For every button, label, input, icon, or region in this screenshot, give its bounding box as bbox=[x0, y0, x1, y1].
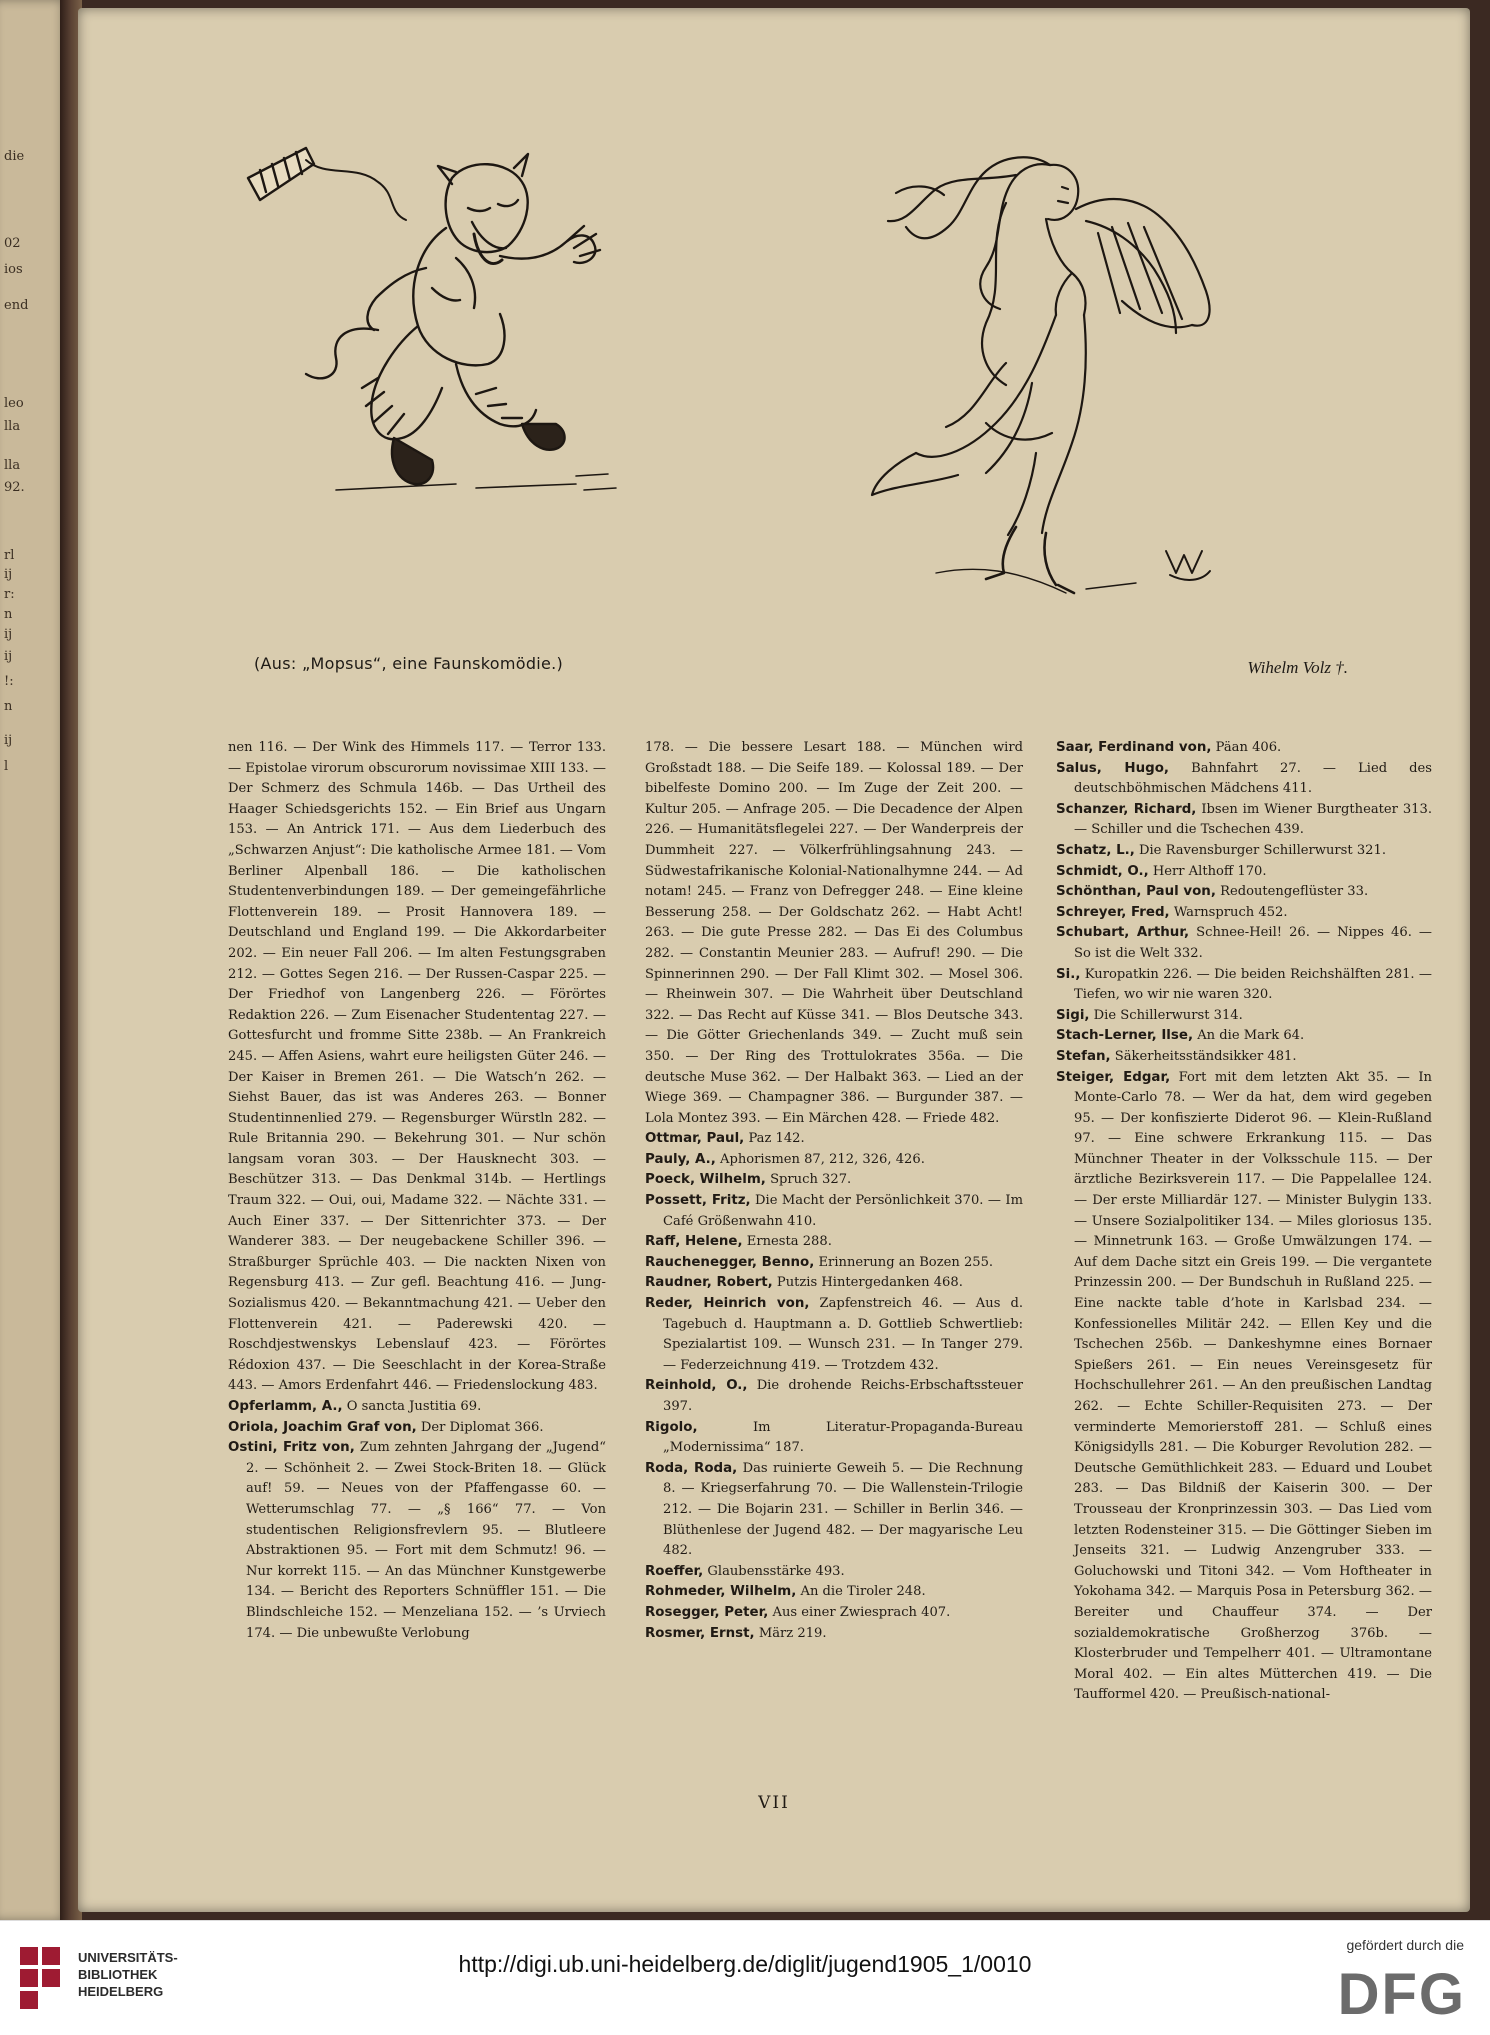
previous-page-fragment: r: bbox=[4, 587, 15, 602]
author-name: Stach-Lerner, Ilse, bbox=[1056, 1028, 1194, 1044]
author-name: Roeffer, bbox=[645, 1563, 704, 1579]
author-name: Rauchenegger, Benno, bbox=[645, 1254, 815, 1270]
author-name: Steiger, Edgar, bbox=[1056, 1069, 1171, 1085]
page-url-link[interactable]: http://digi.ub.uni-heidelberg.de/diglit/jugend1905_1/0010 bbox=[458, 1951, 1032, 1977]
previous-page-fragment: ij bbox=[4, 649, 13, 664]
previous-page-fragment: lla bbox=[4, 419, 21, 434]
entry-titles: Paz 142. bbox=[748, 1131, 805, 1147]
faun-illustration bbox=[156, 138, 626, 538]
index-entry-continuation bbox=[228, 738, 606, 1397]
index-entry bbox=[1056, 759, 1432, 800]
entry-titles: Ernesta 288. bbox=[746, 1234, 832, 1250]
previous-page-edge bbox=[0, 0, 68, 1920]
author-name: Rosegger, Peter, bbox=[645, 1604, 769, 1620]
author-name: Saar, Ferdinand von, bbox=[1056, 740, 1212, 755]
index-entry bbox=[645, 1459, 1023, 1562]
previous-page-fragment: ij bbox=[4, 733, 13, 748]
index-entry bbox=[1056, 1047, 1432, 1068]
entry-titles: 178. — Die bessere Lesart 188. — München wird Großstadt 188. — Die Seife 189. — Kolossal 189. — Der bibelfeste Domino 200. — Im Zuge der Zeit 200. — Kultur 205. — Anfrage 205. — Die Decadence der Alpen 226. — Humanitätsflegelei 227. — Der Wanderpreis der Dummheit 227. — Völkerfrühlingsahnung 243. — Südwestafrikanische Kolonial-Nationalhymne 244. — Ad notam! 245. — Franz von Defregger 248. — Eine kleine Besserung 258. — Der Goldschatz 262. — Habt Acht! 263. — Die gute Presse 282. — Das Ei des Columbus 282. — Constantin Meunier 283. — Aufruf! 290. — Die Spinnerinnen 290. — Der Fall Klimt 302. — Mosel 306. — Rheinwein 307. — Die Wahrheit über Deutschland 322. — Das Recht auf Küsse 341. — Blos Deutsche 343. — Die Götter Griechenlands 349. — Zucht muß sein 350. — Der Ring des Trottulokrates 356a. — Die deutsche Muse 362. — Der Halbakt 363. — Lied an der Wiege 369. — Champagner 386. — Burgunder 387. — Lola Montez 393. — Ein Märchen 428. — Friede 482. bbox=[645, 740, 1023, 1126]
index-entry bbox=[645, 1418, 1023, 1459]
previous-page-fragment: n bbox=[4, 699, 13, 714]
author-name: Opferlamm, A., bbox=[228, 1399, 343, 1414]
index-column-3 bbox=[1056, 738, 1432, 1706]
index-entry bbox=[645, 1273, 1023, 1294]
author-name: Schmidt, O., bbox=[1056, 863, 1149, 879]
previous-page-fragment: !: bbox=[4, 674, 14, 689]
entry-titles: Aphorismen 87, 212, 326, 426. bbox=[720, 1151, 925, 1167]
index-entry bbox=[645, 1562, 1023, 1583]
index-entry bbox=[645, 1376, 1023, 1417]
index-entry bbox=[1056, 965, 1432, 1006]
author-name: Rohmeder, Wilhelm, bbox=[645, 1584, 797, 1600]
entry-titles: Warnspruch 452. bbox=[1173, 904, 1288, 920]
entry-titles: An die Tiroler 248. bbox=[800, 1584, 926, 1600]
author-name: Reder, Heinrich von, bbox=[645, 1296, 810, 1312]
previous-page-fragment: rl bbox=[4, 548, 15, 563]
index-entry bbox=[645, 1582, 1023, 1603]
author-name: Schönthan, Paul von, bbox=[1056, 884, 1216, 900]
index-entry-continuation bbox=[645, 738, 1023, 1129]
entry-titles: Die Macht der Persönlichkeit 370. — Im Café Größenwahn 410. bbox=[663, 1193, 1023, 1229]
index-entry bbox=[645, 1191, 1023, 1232]
entry-titles: Zum zehnten Jahrgang der „Jugend“ 2. — Schönheit 2. — Zwei Stock-Briten 18. — Glück auf! 59. — Neues von der Pfaffengasse 60. — Wetterumschlag 77. — „§ 166“ 77. — Von studentischen Religionsfrevlern 95. — Blutleere Abstraktionen 95. — Fort mit dem Schmutz! 96. — Nur korrekt 115. — An das Münchner Kunstgewerbe 134. — Bericht des Reporters Schnüffler 151. — Die Blindschleiche 152. — Menzeliana 152. — ’s Urviech 174. — Die unbewußte Verlobung bbox=[246, 1440, 606, 1641]
author-name: Possett, Fritz, bbox=[645, 1193, 751, 1209]
index-entry bbox=[228, 1397, 606, 1418]
dancing-woman-illustration bbox=[836, 123, 1236, 623]
viewer-footer bbox=[0, 1920, 1490, 2035]
entry-titles: O sancta Justitia 69. bbox=[346, 1399, 482, 1414]
author-name: Schreyer, Fred, bbox=[1056, 904, 1170, 920]
previous-page-fragment: die bbox=[4, 149, 25, 164]
author-name: Reinhold, O., bbox=[645, 1378, 748, 1394]
author-name: Schubart, Arthur, bbox=[1056, 925, 1190, 941]
entry-titles: Herr Althoff 170. bbox=[1152, 863, 1267, 879]
entry-titles: Die drohende Reichs-Erbschaftssteuer 397. bbox=[663, 1378, 1023, 1414]
funded-by-label: gefördert durch die bbox=[1346, 1937, 1464, 1953]
previous-page-fragment: lla bbox=[4, 458, 21, 473]
entry-titles: Redoutengeflüster 33. bbox=[1220, 884, 1369, 900]
index-entry bbox=[1056, 1026, 1432, 1047]
author-name: Rigolo, bbox=[645, 1419, 698, 1435]
entry-titles: Die Schillerwurst 314. bbox=[1093, 1007, 1243, 1023]
index-entry bbox=[1056, 903, 1432, 924]
entry-titles: Säkerheitsständsikker 481. bbox=[1114, 1048, 1297, 1064]
entry-titles: Zapfenstreich 46. — Aus d. Tagebuch d. Hauptmann a. D. Gottlieb Schwertlieb: Spezialartist 109. — Wunsch 231. — In Tanger 279. — Federzeichnung 419. — Trotzdem 432. bbox=[663, 1296, 1023, 1373]
index-entry bbox=[1056, 923, 1432, 964]
previous-page-fragment: 02 bbox=[4, 236, 21, 251]
author-name: Oriola, Joachim Graf von, bbox=[228, 1419, 417, 1435]
index-entry bbox=[645, 1150, 1023, 1171]
author-name: Rosmer, Ernst, bbox=[645, 1625, 755, 1641]
index-entry bbox=[645, 1294, 1023, 1376]
previous-page-fragment: l bbox=[4, 759, 9, 774]
previous-page-fragment: ios bbox=[4, 262, 23, 277]
author-name: Poeck, Wilhelm, bbox=[645, 1172, 766, 1188]
author-name: Raudner, Robert, bbox=[645, 1275, 773, 1291]
previous-page-fragment: ij bbox=[4, 567, 13, 582]
index-column-2 bbox=[645, 738, 1023, 1644]
entry-titles: Aus einer Zwiesprach 407. bbox=[772, 1604, 951, 1620]
author-name: Schatz, L., bbox=[1056, 842, 1135, 858]
author-name: Sigi, bbox=[1056, 1007, 1090, 1023]
entry-titles: Im Literatur-Propaganda-Bureau „Modernissima“ 187. bbox=[663, 1419, 1023, 1456]
entry-titles: Schnee-Heil! 26. — Nippes 46. — So ist die Welt 332. bbox=[1074, 925, 1432, 961]
left-caption: (Aus: „Mopsus“, eine Faunskomödie.) bbox=[254, 654, 564, 673]
author-name: Stefan, bbox=[1056, 1048, 1111, 1064]
author-name: Salus, Hugo, bbox=[1056, 760, 1170, 776]
author-name: Pauly, A., bbox=[645, 1151, 716, 1167]
index-entry bbox=[645, 1253, 1023, 1274]
index-entry bbox=[1056, 882, 1432, 903]
index-entry bbox=[1056, 1006, 1432, 1027]
index-entry bbox=[228, 1418, 606, 1439]
author-name: Schanzer, Richard, bbox=[1056, 801, 1197, 817]
author-name: Si., bbox=[1056, 966, 1081, 982]
entry-titles: Der Diplomat 366. bbox=[420, 1419, 544, 1435]
entry-titles: März 219. bbox=[758, 1625, 827, 1641]
author-name: Ostini, Fritz von, bbox=[228, 1440, 355, 1456]
entry-titles: An die Mark 64. bbox=[1197, 1028, 1305, 1044]
right-caption: Wihelm Volz †. bbox=[1247, 658, 1348, 677]
previous-page-fragment: n bbox=[4, 607, 13, 622]
index-entry bbox=[1056, 1068, 1432, 1706]
entry-titles: Die Ravensburger Schillerwurst 321. bbox=[1138, 842, 1386, 858]
index-entry bbox=[228, 1438, 606, 1644]
index-entry bbox=[1056, 841, 1432, 862]
entry-titles: Erinnerung an Bozen 255. bbox=[818, 1254, 994, 1270]
previous-page-fragment: end bbox=[4, 298, 29, 313]
index-entry bbox=[645, 1232, 1023, 1253]
entry-titles: Das ruinierte Geweih 5. — Die Rechnung 8. — Kriegserfahrung 70. — Die Wallenstein-Trilogie 212. — Die Bojarin 231. — Schiller in Berlin 346. — Blüthenlese der Jugend 482. — Der magyarische Leu 482. bbox=[663, 1460, 1023, 1559]
author-name: Ottmar, Paul, bbox=[645, 1131, 745, 1147]
previous-page-fragment: ij bbox=[4, 627, 13, 642]
previous-page-fragment: leo bbox=[4, 396, 24, 411]
dfg-logo: DFG bbox=[1337, 1962, 1466, 2027]
entry-titles: Kuropatkin 226. — Die beiden Reichshälften 281. — Tiefen, wo wir nie waren 320. bbox=[1074, 966, 1432, 1003]
university-library-name: UNIVERSITÄTS- BIBLIOTHEK HEIDELBERG bbox=[78, 1950, 178, 1999]
entry-titles: Glaubensstärke 493. bbox=[707, 1563, 845, 1579]
index-entry bbox=[1056, 800, 1432, 841]
index-entry bbox=[1056, 862, 1432, 883]
entry-titles: Spruch 327. bbox=[770, 1172, 852, 1188]
index-entry bbox=[1056, 738, 1432, 759]
page bbox=[78, 8, 1470, 1912]
index-entry bbox=[645, 1624, 1023, 1645]
index-entry bbox=[645, 1170, 1023, 1191]
page-number: VII bbox=[758, 1793, 790, 1813]
previous-page-fragment: 92. bbox=[4, 480, 25, 495]
entry-titles: Bahnfahrt 27. — Lied des deutschböhmischen Mädchens 411. bbox=[1074, 760, 1432, 797]
author-name: Raff, Helene, bbox=[645, 1234, 743, 1250]
index-entry bbox=[645, 1129, 1023, 1150]
index-column-1 bbox=[228, 738, 606, 1644]
entry-titles: Putzis Hintergedanken 468. bbox=[776, 1275, 963, 1291]
entry-titles: Ibsen im Wiener Burgtheater 313. — Schiller und die Tschechen 439. bbox=[1074, 801, 1432, 838]
entry-titles: Fort mit dem letzten Akt 35. — In Monte-Carlo 78. — Wer da hat, dem wird gegeben 95. — Der konfiszierte Diderot 96. — Klein-Rußland 97. — Eine schwere Erkrankung 115. — Das Münchner Theater in der Volksschule 115. — Der ärztliche Bezirksverein 117. — Die Pappelallee 124. — Der erste Milliardär 127. — Minister Bulygin 133. — Unsere Sozialpolitiker 134. — Miles gloriosus 135. — Minnetrunk 163. — Große Umwälzungen 174. — Auf dem Dache sitzt ein Greis 199. — Die vergantete Prinzessin 200. — Der Bundschuh in Rußland 225. — Eine nackte table d’hote in Karlsbad 234. — Konfessionelles Militär 242. — Ellen Key und die Tschechen 256b. — Dankeshymne eines Bornaer Spießers 261. — Ein neues Vereinsgesetz für Hochschullehrer 261. — An den preußischen Landtag 262. — Echte Schiller-Requisiten 273. — Der verminderte Memorierstoff 281. — Schluß eines Königsidylls 281. — Die Koburger Revolution 282. — Deutsche Gemüthlichkeit 283. — Eduard und Loubet 283. — Das Bildniß der Kaiserin 300. — Der Trousseau der Kronprinzessin 303. — Das Lied vom letzten Rodensteiner 315. — Die Göttinger Sieben im Jenseits 321. — Ludwig Anzengruber 333. — Goluchowski und Titoni 342. — Vom Hoftheater in Yokohama 342. — Marquis Posa in Petersburg 362. — Bereiter und Chauffeur 374. — Der sozialdemokratische Großherzog 376b. — Klosterbruder und Tempelherr 401. — Ultramontane Moral 402. — Ein altes Mütterchen 419. — Die Taufformel 420. — Preußisch-national- bbox=[1074, 1069, 1432, 1703]
entry-titles: nen 116. — Der Wink des Himmels 117. — Terror 133. — Epistolae virorum obscurorum novissimae XIII 133. — Der Schmerz des Schmula 146b. — Das Urtheil des Haager Schiedsgerichts 152. — Ein Brief aus Ungarn 153. — An Antrick 171. — Aus dem Liederbuch des „Schwarzen Anjust“: Die katholische Armee 181. — Vom Berliner Alpenball 186. — Die katholischen Studentenverbindungen 189. — Der gemeingefährliche Flottenverein 189. — Prosit Hannovera 189. — Deutschland und England 199. — Die Akkordarbeiter 202. — Ein neuer Fall 206. — Im alten Festungsgraben 212. — Gottes Segen 216. — Der Russen-Caspar 225. — Der Friedhof von Langenberg 226. — Förörtes Redaktion 226. — Zum Eisenacher Studententag 227. — Gottesfurcht und fromme Sitte 238b. — An Frankreich 245. — Affen Asiens, wahrt eure heiligsten Güter 246. — Der Kaiser in Bremen 261. — Die Watsch’n 262. — Siehst Bauer, das ist was Anderes 263. — Bonner Studentinnenlied 279. — Regensburger Würstln 282. — Rule Britannia 290. — Bekehrung 301. — Nur schön langsam voran 303. — Der Hausknecht 303. — Beschützer 313. — Das Denkmal 314b. — Hertlings Traum 322. — Oui, oui, Madame 322. — Nächte 331. — Auch Einer 337. — Der Sittenrichter 373. — Der Wanderer 383. — Der neugebackene Schiller 396. — Straßburger Sprüchle 403. — Die nackten Nixen von Regensburg 413. — Zur gefl. Beachtung 416. — Jung-Sozialismus 420. — Bekanntmachung 421. — Ueber den Flottenverein 421. — Paderewski 420. — Roschdjestwenskys Lebenslauf 423. — Förörtes Rédoxion 437. — Die Seeschlacht in der Korea-Straße 443. — Amors Erdenfahrt 446. — Friedenslockung 483. bbox=[228, 740, 606, 1394]
entry-titles: Päan 406. bbox=[1215, 740, 1282, 755]
author-name: Roda, Roda, bbox=[645, 1460, 738, 1476]
index-entry bbox=[645, 1603, 1023, 1624]
